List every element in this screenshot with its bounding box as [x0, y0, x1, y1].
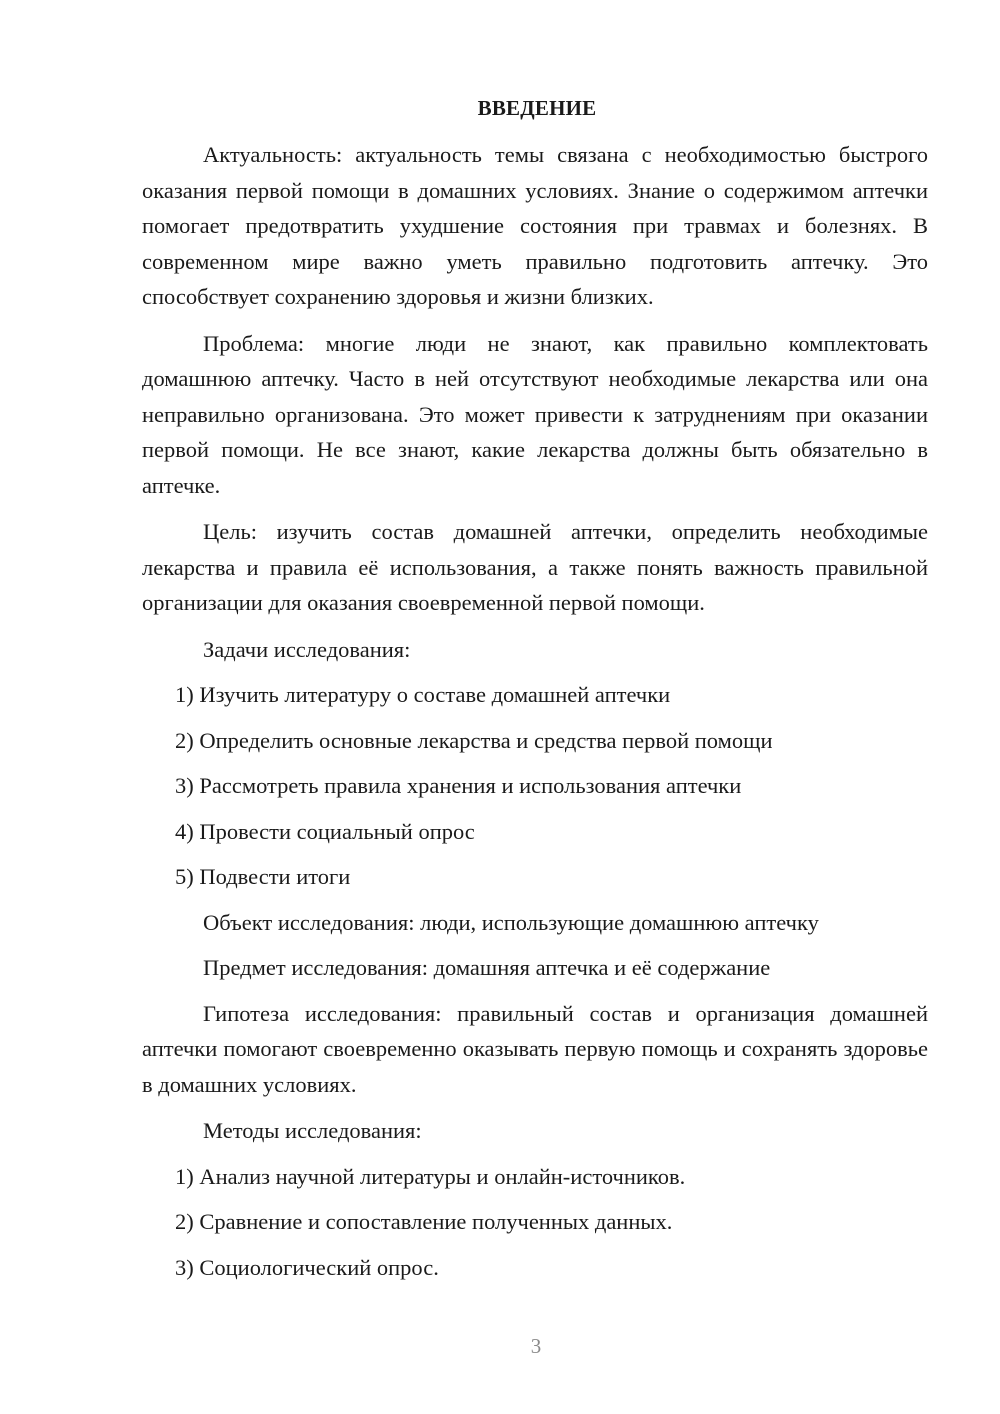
task-item: 3) Рассмотреть правила хранения и использования аптечки: [175, 773, 742, 798]
goal-paragraph: Цель: изучить состав домашней аптечки, определить необходимые лекарства и правила её использования, а также понять важность правильной организации для оказания своевременной первой помощи.: [142, 519, 928, 615]
task-item: 4) Провести социальный опрос: [175, 818, 475, 844]
methods-heading: Методы исследования:: [203, 1118, 422, 1143]
page-number: 3: [530, 1334, 542, 1358]
method-item: 3) Социологический опрос.: [175, 1254, 439, 1280]
task-item: 5) Подвести итоги: [175, 864, 351, 889]
research-subject: Предмет исследования: домашняя аптечка и её содержание: [203, 955, 771, 980]
research-object: Объект исследования: люди, использующие домашнюю аптечку: [203, 909, 819, 935]
relevance-paragraph: Актуальность: актуальность темы связана с необходимостью быстрого оказания первой помощи в домашних условиях. Знание о содержимом аптечки помогает предотвратить ухудшение состояния при травмах и болезнях. В современном мире важно уметь правильно подготовить аптечку. Это способствует сохранению здоровья и жизни близких.: [142, 142, 928, 309]
page-content: [142, 96, 928, 1295]
page-title: ВВЕДЕНИЕ: [477, 96, 597, 120]
method-item: 2) Сравнение и сопоставление полученных данных.: [175, 1209, 673, 1234]
hypothesis-paragraph: Гипотеза исследования: правильный состав и организация домашней аптечки помогают своевременно оказывать первую помощь и сохранять здоровье в домашних условиях.: [142, 1000, 928, 1097]
task-item: 2) Определить основные лекарства и средства первой помощи: [175, 727, 773, 753]
task-item: 1) Изучить литературу о составе домашней аптечки: [175, 682, 671, 707]
problem-paragraph: Проблема: многие люди не знают, как правильно комплектовать домашнюю аптечку. Часто в ней отсутствуют необходимые лекарства или она неправильно организована. Это может привести к затруднениям при оказании первой помощи. Не все знают, какие лекарства должны быть обязательно в аптечке.: [142, 330, 928, 498]
tasks-heading: Задачи исследования:: [203, 636, 411, 662]
method-item: 1) Анализ научной литературы и онлайн-источников.: [175, 1163, 686, 1189]
